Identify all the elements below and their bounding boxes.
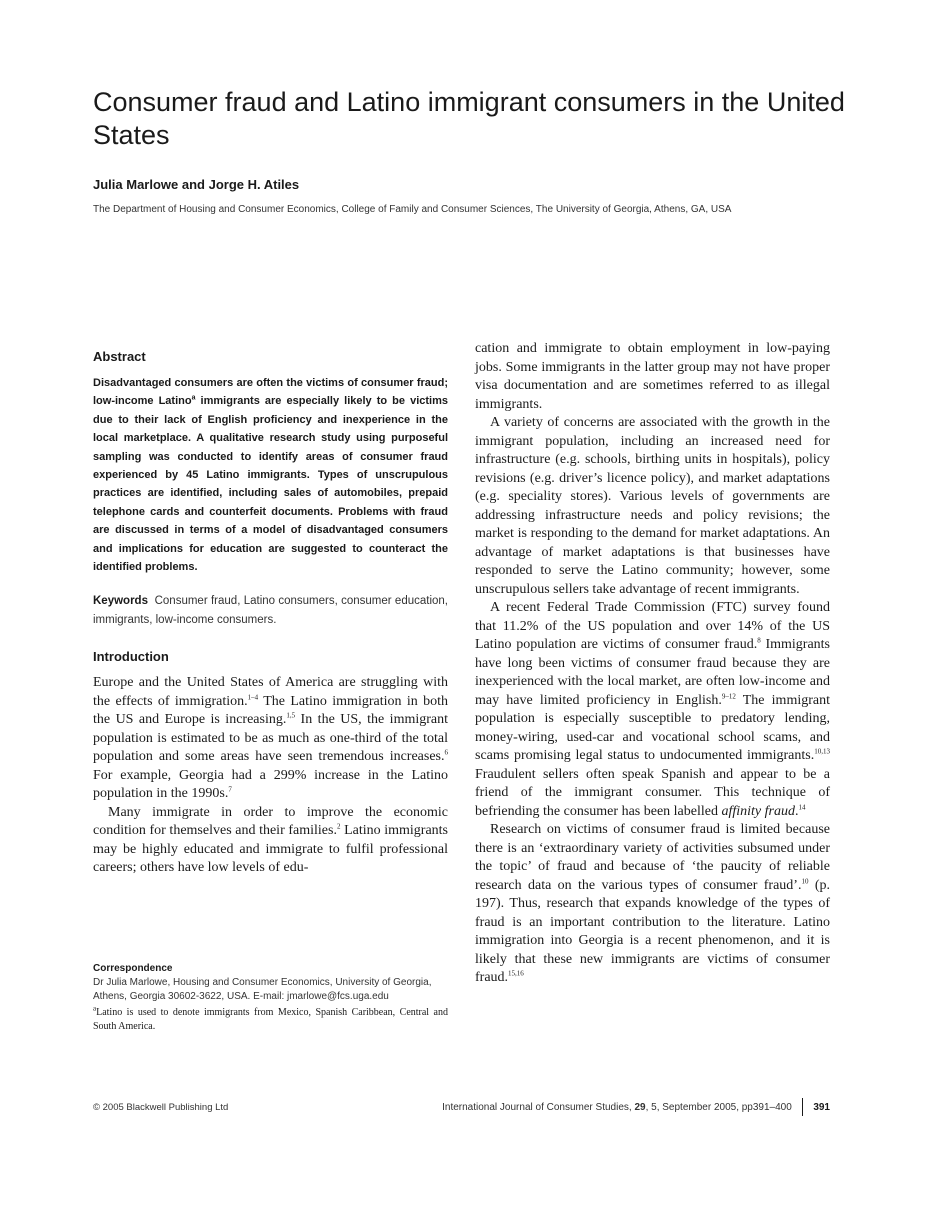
copyright: © 2005 Blackwell Publishing Ltd <box>93 1102 229 1113</box>
body-paragraph-2: A variety of concerns are associated with the growth in the immigrant population, including an increased need for infrastructure (e.g. schools, birthing units in hospitals), policy revisions (e.g. driver’s licence policy), and market adaptations (e.g. speciality stores). Various levels of governments are addressing infrastructure needs and policy revisions; the market is responding to the demand for market adaptations. An advantage of market adaptations is that businesses have responded to serve the Latino community; however, some unscrupulous sellers take advantage of recent immigrants. <box>475 415 830 597</box>
emphasis-term: affinity fraud <box>721 803 795 819</box>
journal-issue: , 5, September 2005, pp391–400 <box>645 1101 792 1113</box>
abstract-text-part: immigrants are especially likely to be victims due to their lack of English proficiency and inexperience in the local marketplace. A qualitative research study using purposeful sampling was conducted to identify areas of consumer fraud experienced by 45 Latino immigrants. Types of unscrupulous practices are identified, including sales of automobiles, prepaid telephone cards and counterfeit documents. Problems with fraud are discussed in terms of a model of disadvantaged consumers and implications for education are suggested to counteract the identified problems. <box>93 395 448 574</box>
footnote <box>93 1006 448 1034</box>
text-span: Immigrants have long been victims of consumer fraud because they are inexperienced with the local market, are often low-income and may have limited proficiency in English. <box>475 637 831 708</box>
journal-citation <box>442 1102 792 1113</box>
text-span: For example, Georgia had a 299% increase in the Latino population in the 1990s. <box>93 767 448 802</box>
citation-ref: 1,5 <box>286 711 296 720</box>
left-column <box>93 349 448 878</box>
citation-ref: 6 <box>444 748 448 757</box>
journal-volume: 29 <box>634 1101 646 1113</box>
abstract-text-part: Disadvantaged consumers are often the victims of consumer fraud; low-income Latino <box>93 377 448 408</box>
page-number: 391 <box>813 1101 830 1113</box>
footnote-mark: a <box>93 1004 97 1013</box>
text-span: . <box>794 803 799 819</box>
introduction-heading: Introduction <box>93 649 169 665</box>
intro-paragraph-1 <box>93 674 448 804</box>
text-span: A recent Federal Trade Commission (FTC) survey found that 11.2% of the US population and over 14% of the US Latino population are victims of consumer fraud. <box>475 600 830 652</box>
text-span: Fraudulent sellers often speak Spanish and appear to be a friend of the immigrant consumer. This technique of befriending the consumer has been labelled <box>475 766 830 819</box>
citation-ref: 10,13 <box>814 747 830 756</box>
authors: Julia Marlowe and Jorge H. Atiles <box>93 177 300 192</box>
body-paragraph-1: cation and immigrate to obtain employment in low-paying jobs. Some immigrants in the latter group may not have proper visa documentation and are sometimes referred to as illegal immigrants. <box>475 341 830 412</box>
text-span: The immigrant population is especially susceptible to predatory lending, money-wiring, used-car and vocational school scams, and scams promising legal status to undocumented immigrants. <box>475 692 830 763</box>
citation-ref: 14 <box>798 802 806 811</box>
correspondence-text: Dr Julia Marlowe, Housing and Consumer Economics, University of Georgia, Athens, Georgia 30602-3622, USA. E-mail: jmarlowe@fcs.uga.edu <box>93 977 432 1002</box>
citation-ref: 7 <box>228 785 232 794</box>
footnote-ref: a <box>191 394 196 402</box>
citation-ref: 10 <box>801 876 809 885</box>
text-span: In the US, the immigrant population is estimated to be as much as one-third of the total population and some areas have seen tremendous increases. <box>93 712 449 765</box>
journal-name: International Journal of Consumer Studies, <box>442 1101 635 1113</box>
text-span: Research on victims of consumer fraud is limited because there is an ‘extraordinary variety of activities subsumed under the topic’ of fraud and because of ‘the paucity of reliable research data on the various types of consumer fraud’. <box>475 822 830 893</box>
correspondence-label: Correspondence <box>93 963 173 974</box>
citation-ref: 15,16 <box>508 969 524 978</box>
text-span: Many immigrate in order to improve the economic condition for themselves and their families. <box>93 804 448 839</box>
text-span: Europe and the United States of America are struggling with the effects of immigration. <box>93 675 448 709</box>
intro-paragraph-2 <box>93 804 448 878</box>
abstract-heading: Abstract <box>93 349 146 364</box>
citation-ref: 9–12 <box>721 691 736 700</box>
text-span: The Latino immigration in both the US and Europe is increasing. <box>93 693 448 728</box>
right-column <box>475 340 830 988</box>
keywords-label: Keywords <box>93 595 148 608</box>
text-span: Latino immigrants may be highly educated and immigrate to fulfil professional careers; others have low levels of edu- <box>93 823 448 876</box>
article-title: Consumer fraud and Latino immigrant consumers in the United States <box>93 87 845 150</box>
citation-ref: 1–4 <box>247 693 259 702</box>
keywords <box>93 592 448 629</box>
footer-divider <box>802 1098 804 1116</box>
citation-ref: 8 <box>757 636 761 645</box>
body-paragraph-3 <box>475 599 830 821</box>
text-span: (p. 197). Thus, research that expands knowledge of the types of fraud is an important contribution to the literature. Latino immigration into Georgia is a recent phenomenon, and it is likely that these new immigrants are victims of consumer fraud. <box>475 877 830 985</box>
body-paragraph-4 <box>475 821 830 988</box>
abstract-text <box>93 374 448 576</box>
journal-footer <box>442 1098 830 1116</box>
keywords-text: Consumer fraud, Latino consumers, consumer education, immigrants, low-income consumers. <box>93 595 448 626</box>
affiliation: The Department of Housing and Consumer Economics, College of Family and Consumer Sciences, The University of Georgia, Athens, GA, USA <box>93 204 732 215</box>
footnote-text: Latino is used to denote immigrants from Mexico, Spanish Caribbean, Central and South America. <box>93 1007 448 1032</box>
citation-ref: 2 <box>336 822 341 831</box>
correspondence-block <box>93 962 448 1034</box>
